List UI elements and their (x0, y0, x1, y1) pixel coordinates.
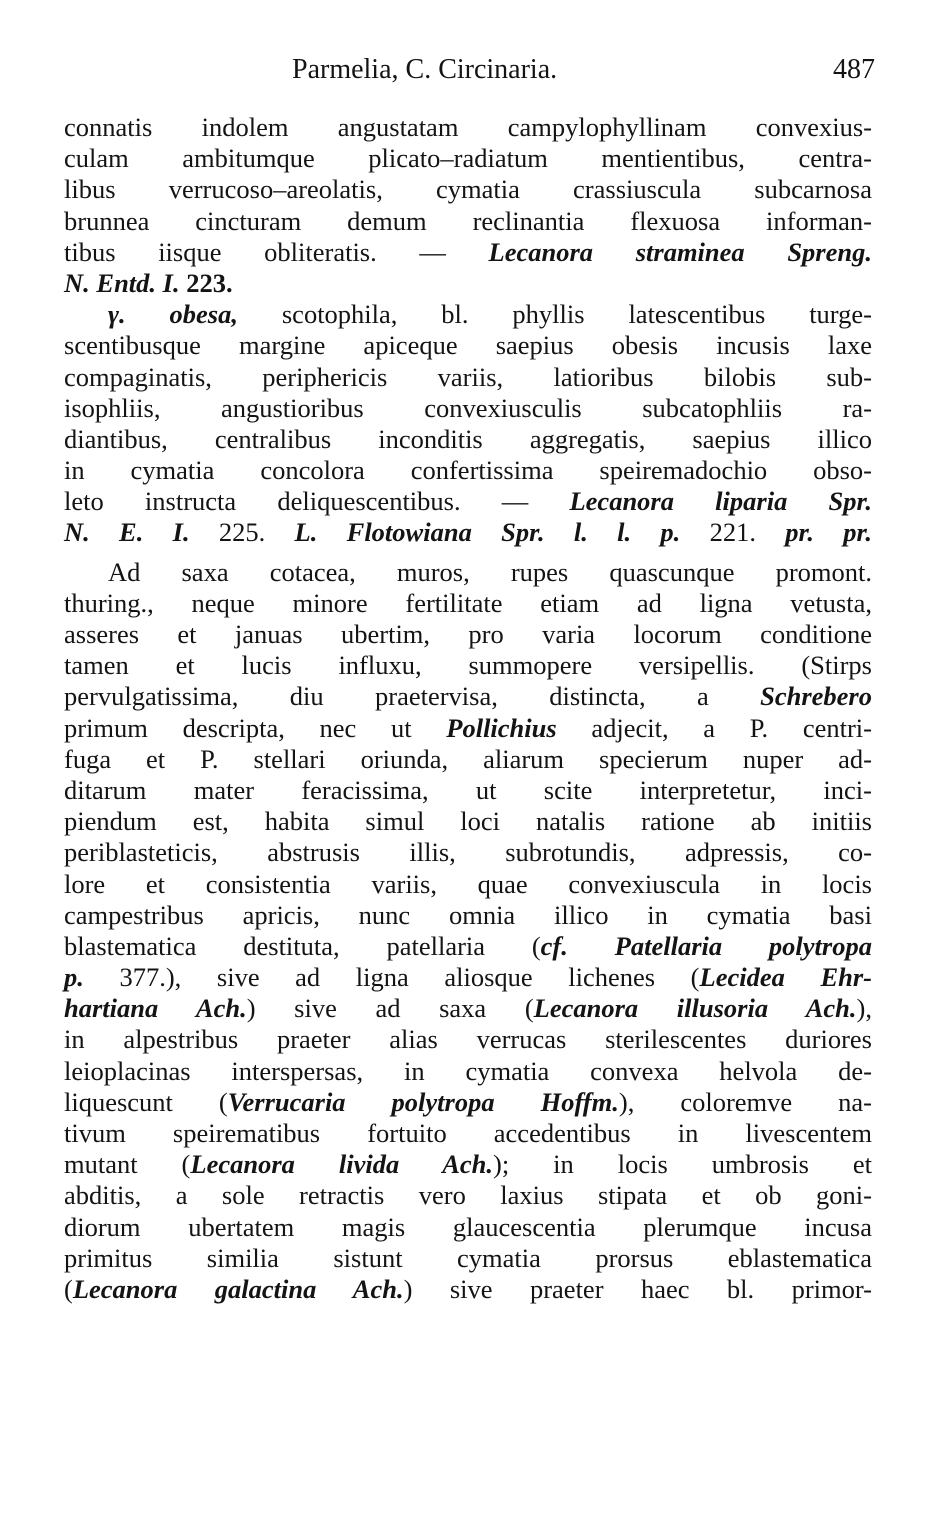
text-line: N. E. I. 225. L. Flotowiana Spr. l. l. p. 221. pr. pr. (64, 517, 872, 548)
text-line: pervulgatissima, diu praetervisa, distincta, a Schrebero (64, 681, 872, 712)
text-line: asseres et januas ubertim, pro varia locorum conditione (64, 619, 872, 649)
text-line: libus verrucoso–areolatis, cymatia crassiuscula subcarnosa (64, 174, 872, 205)
text-line: primum descripta, nec ut Pollichius adjecit, a P. centri- (64, 712, 872, 743)
text-line: mutant (Lecanora livida Ach.); in locis umbrosis et (64, 1149, 872, 1180)
running-header (60, 50, 875, 90)
text-line: in cymatia concolora confertissima speiremadochio obso- (64, 455, 872, 486)
text-line: tamen et lucis influxu, summopere versipellis. (Stirps (64, 650, 872, 681)
page-number: 487 (833, 54, 875, 85)
text-line: blastematica destituta, patellaria (cf. Patellaria polytropa (64, 930, 872, 961)
text-line: hartiana Ach.) sive ad saxa (Lecanora illusoria Ach.), (64, 993, 872, 1024)
text-line: liquescunt (Verrucaria polytropa Hoffm.), coloremve na- (64, 1086, 872, 1117)
text-line: fuga et P. stellari oriunda, aliarum specierum nuper ad- (64, 743, 872, 774)
text-line: Ad saxa cotacea, muros, rupes quascunque promont. (108, 556, 872, 587)
text-line: primitus similia sistunt cymatia prorsus eblastematica (64, 1242, 872, 1273)
text-line: N. Entd. I. 223. (64, 267, 233, 298)
text-line: p. 377.), sive ad ligna aliosque lichenes (Lecidea Ehr- (64, 962, 872, 993)
header-title: Parmelia, C. Circinaria. (292, 54, 558, 85)
text-body (64, 112, 872, 1305)
text-line: in alpestribus praeter alias verrucas sterilescentes duriores (64, 1024, 872, 1055)
text-line: abditis, a sole retractis vero laxius stipata et ob goni- (64, 1180, 872, 1211)
text-line: compaginatis, periphericis variis, latioribus bilobis sub- (64, 361, 872, 392)
text-line: leto instructa deliquescentibus. — Lecanora liparia Spr. (64, 486, 872, 517)
text-line: leioplacinas interspersas, in cymatia convexa helvola de- (64, 1055, 872, 1086)
text-line: tivum speirematibus fortuito accedentibus in livescentem (64, 1118, 872, 1148)
text-line: ditarum mater feracissima, ut scite interpretetur, inci- (64, 774, 872, 805)
text-line: scentibusque margine apiceque saepius obesis incusis laxe (64, 330, 872, 361)
text-line: lore et consistentia variis, quae convexiuscula in locis (64, 868, 872, 899)
text-line: connatis indolem angustatam campylophyllinam convexius- (64, 112, 872, 142)
text-line: diorum ubertatem magis glaucescentia plerumque incusa (64, 1211, 872, 1242)
text-line: piendum est, habita simul loci natalis ratione ab initiis (64, 806, 872, 837)
text-line: tibus iisque obliteratis. — Lecanora straminea Spreng. (64, 236, 872, 267)
text-line: culam ambitumque plicato–radiatum mentientibus, centra- (64, 143, 872, 174)
text-line: diantibus, centralibus inconditis aggregatis, saepius illico (64, 423, 872, 454)
text-line: campestribus apricis, nunc omnia illico in cymatia basi (64, 899, 872, 930)
text-line: thuring., neque minore fertilitate etiam ad ligna vetusta, (64, 587, 872, 618)
text-line: periblasteticis, abstrusis illis, subrotundis, adpressis, co- (64, 837, 872, 868)
text-line: (Lecanora galactina Ach.) sive praeter haec bl. primor- (64, 1273, 872, 1304)
text-line: γ. obesa, scotophila, bl. phyllis latescentibus turge- (108, 299, 872, 330)
text-line: brunnea cincturam demum reclinantia flexuosa informan- (64, 205, 872, 236)
text-line: isophliis, angustioribus convexiusculis subcatophliis ra- (64, 392, 872, 423)
